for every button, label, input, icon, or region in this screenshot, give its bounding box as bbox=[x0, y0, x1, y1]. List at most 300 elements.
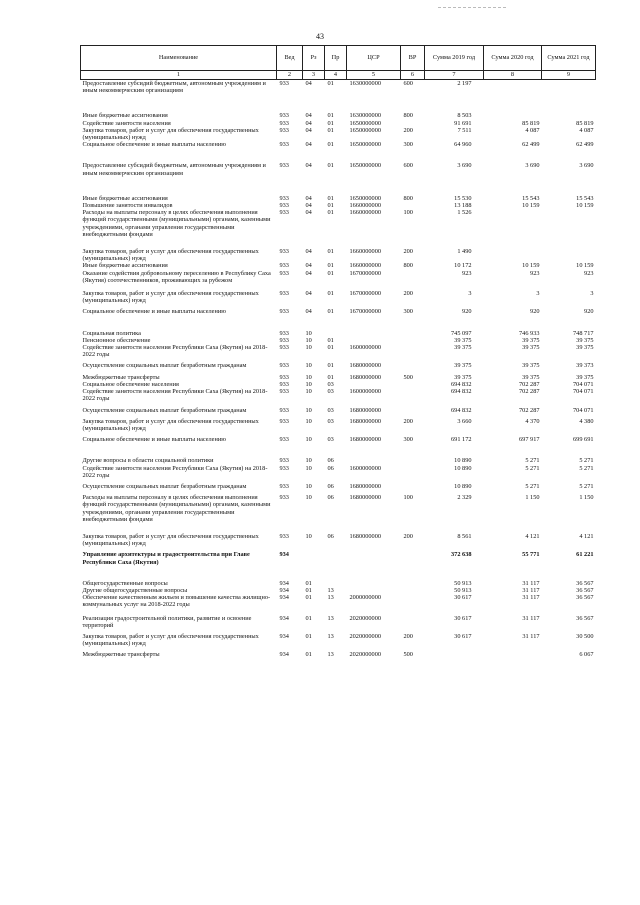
row-csr bbox=[347, 330, 401, 337]
table-row bbox=[81, 248, 596, 262]
row-pr bbox=[325, 330, 347, 337]
table-row bbox=[81, 141, 596, 148]
row-sum-2020: 3 bbox=[536, 290, 540, 298]
row-sum-2019: 10 890 bbox=[454, 457, 472, 465]
row-sum-2021: 61 221 bbox=[576, 551, 594, 559]
row-sum-2019: 1 526 bbox=[457, 209, 472, 217]
row-sum-2019: 91 691 bbox=[454, 119, 472, 127]
table-row bbox=[81, 162, 596, 176]
row-sum-2019: 2 197 bbox=[457, 80, 472, 87]
row-sum-2021: 10 159 bbox=[576, 202, 594, 210]
row-sum-2021: 1 150 bbox=[579, 494, 594, 502]
table-row bbox=[81, 344, 596, 358]
row-sum-2020: 31 117 bbox=[522, 586, 540, 594]
table-header bbox=[81, 46, 596, 80]
row-ved: 933 bbox=[279, 464, 289, 472]
row-ved: 933 bbox=[279, 494, 289, 502]
row-sum-2021: 5 271 bbox=[579, 464, 594, 472]
row-pr: 03 bbox=[327, 380, 334, 388]
row-rz: 10 bbox=[305, 532, 312, 540]
budget-table bbox=[80, 45, 596, 659]
table-row bbox=[81, 407, 596, 414]
row-sum-2020: 10 159 bbox=[522, 202, 540, 210]
col-number-4: 4 bbox=[325, 71, 347, 80]
row-name: Общегосударственные вопросы bbox=[82, 579, 168, 587]
row-sum-2019: 7 511 bbox=[457, 126, 472, 134]
row-ved: 933 bbox=[279, 329, 289, 337]
table-row bbox=[81, 262, 596, 269]
row-name: Оказание содействия добровольному переселению в Республику Саха (Якутия) соотечественников, проживающих за рубежом bbox=[82, 269, 271, 284]
row-sum-2021: 704 071 bbox=[573, 388, 594, 396]
row-ved: 933 bbox=[279, 202, 289, 210]
header-sum-2021: Сумма 2021 год bbox=[542, 46, 596, 71]
table-row bbox=[81, 202, 596, 209]
row-rz: 04 bbox=[305, 162, 312, 170]
row-spacer bbox=[81, 316, 596, 330]
row-pr: 01 bbox=[327, 248, 334, 256]
row-pr: 01 bbox=[327, 119, 334, 127]
row-sum-2019: 3 660 bbox=[457, 417, 472, 425]
row-csr bbox=[347, 587, 401, 594]
row-pr: 01 bbox=[327, 290, 334, 298]
row-vr bbox=[401, 202, 425, 209]
row-ved: 933 bbox=[279, 119, 289, 127]
row-pr: 06 bbox=[327, 464, 334, 472]
row-name: Расходы на выплаты персоналу в целях обеспечения выполнения функций государственными (муниципальными) органами, казенными учреждениями, органами управления государственными внебюджетными фондами bbox=[82, 494, 271, 523]
row-sum-2021: 3 690 bbox=[579, 162, 594, 170]
row-ved: 933 bbox=[279, 126, 289, 134]
row-vr bbox=[401, 337, 425, 344]
row-rz: 01 bbox=[305, 632, 312, 640]
row-csr: 1630000000 bbox=[349, 80, 381, 87]
row-vr: 200 bbox=[403, 290, 413, 298]
row-sum-2021: 39 375 bbox=[576, 344, 594, 352]
row-ved: 933 bbox=[279, 209, 289, 217]
row-csr bbox=[347, 551, 401, 565]
row-sum-2019: 15 530 bbox=[454, 194, 472, 202]
row-csr bbox=[347, 580, 401, 587]
row-pr: 01 bbox=[327, 141, 334, 149]
row-name: Социальное обеспечение и иные выплаты населению bbox=[82, 436, 226, 444]
row-sum-2020: 5 271 bbox=[525, 464, 540, 472]
row-rz: 10 bbox=[305, 406, 312, 414]
row-sum-2021: 30 500 bbox=[576, 632, 594, 640]
row-vr bbox=[401, 381, 425, 388]
table-body bbox=[81, 80, 596, 659]
row-pr: 01 bbox=[327, 362, 334, 370]
row-csr: 2020000000 bbox=[349, 614, 381, 622]
row-csr: 1650000000 bbox=[349, 194, 381, 202]
table-row bbox=[81, 112, 596, 119]
row-ved: 934 bbox=[279, 632, 289, 640]
row-csr: 1680000000 bbox=[349, 436, 381, 444]
row-pr: 01 bbox=[327, 344, 334, 352]
row-rz: 10 bbox=[305, 380, 312, 388]
row-sum-2021: 3 bbox=[590, 290, 594, 298]
row-csr: 1630000000 bbox=[349, 112, 381, 120]
row-rz: 01 bbox=[305, 594, 312, 602]
row-spacer bbox=[81, 177, 596, 195]
row-sum-2019: 8 561 bbox=[457, 532, 472, 540]
row-sum-2020: 5 271 bbox=[525, 482, 540, 490]
row-csr: 1680000000 bbox=[349, 373, 381, 381]
row-vr: 800 bbox=[403, 194, 413, 202]
row-vr bbox=[401, 615, 425, 629]
row-csr: 1650000000 bbox=[349, 162, 381, 170]
row-name: Повышение занятости инвалидов bbox=[82, 202, 173, 210]
row-sum-2021: 39 375 bbox=[576, 373, 594, 381]
row-sum-2019: 10 890 bbox=[454, 482, 472, 490]
header-pr: Пр bbox=[325, 46, 347, 71]
row-pr: 06 bbox=[327, 457, 334, 465]
row-ved: 934 bbox=[279, 614, 289, 622]
row-csr: 2020000000 bbox=[349, 651, 381, 659]
row-name: Закупка товаров, работ и услуг для обеспечения государственных (муниципальных) нужд bbox=[82, 126, 259, 142]
row-pr bbox=[325, 580, 347, 587]
row-ved: 933 bbox=[279, 388, 289, 396]
row-name: Пенсионное обеспечение bbox=[82, 336, 151, 344]
table-row bbox=[81, 580, 596, 587]
page-number: 43 bbox=[316, 32, 324, 41]
table-row bbox=[81, 551, 596, 565]
row-vr: 200 bbox=[403, 126, 413, 134]
table-row bbox=[81, 209, 596, 238]
row-rz: 01 bbox=[305, 579, 312, 587]
row-ved: 934 bbox=[279, 594, 289, 602]
row-name: Закупка товаров, работ и услуг для обеспечения государственных (муниципальных) нужд bbox=[82, 532, 259, 548]
row-name: Иные бюджетные ассигнования bbox=[82, 194, 168, 202]
row-sum-2021: 10 159 bbox=[576, 262, 594, 270]
row-ved: 933 bbox=[279, 80, 289, 87]
row-pr: 13 bbox=[327, 586, 334, 594]
row-pr: 01 bbox=[327, 262, 334, 270]
row-rz: 04 bbox=[305, 126, 312, 134]
row-sum-2020: 15 543 bbox=[522, 194, 540, 202]
row-sum-2019: 13 188 bbox=[454, 202, 472, 210]
row-pr: 03 bbox=[327, 388, 334, 396]
row-name: Иные бюджетные ассигнования bbox=[82, 262, 168, 270]
row-sum-2019: 64 960 bbox=[454, 141, 472, 149]
col-number-6: 6 bbox=[401, 71, 425, 80]
row-sum-2019: 10 890 bbox=[454, 464, 472, 472]
header-csr: ЦСР bbox=[347, 46, 401, 71]
row-vr bbox=[401, 362, 425, 369]
row-pr: 01 bbox=[327, 209, 334, 217]
row-name: Социальная политика bbox=[82, 329, 141, 337]
row-pr: 01 bbox=[327, 80, 334, 87]
row-vr bbox=[401, 330, 425, 337]
row-ved: 933 bbox=[279, 373, 289, 381]
row-csr: 2020000000 bbox=[349, 632, 381, 640]
row-ved: 933 bbox=[279, 269, 289, 277]
header-name: Наименование bbox=[81, 46, 277, 71]
row-name: Осуществление социальных выплат безработным гражданам bbox=[82, 362, 247, 370]
row-ved: 934 bbox=[279, 579, 289, 587]
row-csr: 1670000000 bbox=[349, 269, 381, 277]
row-name: Закупка товаров, работ и услуг для обеспечения государственных (муниципальных) нужд bbox=[82, 290, 259, 305]
row-csr: 1670000000 bbox=[349, 308, 381, 316]
row-vr: 600 bbox=[403, 162, 413, 170]
row-pr: 03 bbox=[327, 417, 334, 425]
row-name: Осуществление социальных выплат безработным гражданам bbox=[82, 482, 247, 490]
row-csr: 1680000000 bbox=[349, 532, 381, 540]
row-sum-2020: 39 375 bbox=[522, 336, 540, 344]
table-row bbox=[81, 195, 596, 202]
table-row bbox=[81, 615, 596, 629]
row-csr bbox=[347, 337, 401, 344]
row-sum-2019: 39 375 bbox=[454, 344, 472, 352]
row-csr: 1600000000 bbox=[349, 388, 381, 396]
row-pr: 01 bbox=[327, 373, 334, 381]
row-ved: 933 bbox=[279, 482, 289, 490]
row-ved: 933 bbox=[279, 417, 289, 425]
row-rz: 10 bbox=[305, 494, 312, 502]
row-ved: 934 bbox=[279, 586, 289, 594]
row-csr: 1660000000 bbox=[349, 248, 381, 256]
row-spacer bbox=[81, 238, 596, 248]
row-name: Закупка товаров, работ и услуг для обеспечения государственных (муниципальных) нужд bbox=[82, 417, 259, 432]
row-sum-2019: 30 617 bbox=[454, 632, 472, 640]
row-sum-2020 bbox=[484, 248, 542, 262]
row-csr: 1680000000 bbox=[349, 406, 381, 414]
header-sum-2020: Сумма 2020 год bbox=[484, 46, 542, 71]
row-name: Управление архитектуры и градостроительства при Главе Республики Саха (Якутия) bbox=[82, 551, 250, 566]
row-pr bbox=[325, 551, 347, 565]
row-sum-2020: 746 933 bbox=[519, 329, 540, 337]
row-csr bbox=[347, 381, 401, 388]
row-ved: 933 bbox=[279, 406, 289, 414]
row-pr: 03 bbox=[327, 436, 334, 444]
row-pr: 01 bbox=[327, 202, 334, 210]
row-pr: 13 bbox=[327, 614, 334, 622]
row-sum-2021: 36 567 bbox=[576, 614, 594, 622]
row-sum-2020: 39 375 bbox=[522, 344, 540, 352]
row-pr: 03 bbox=[327, 406, 334, 414]
row-sum-2020: 62 499 bbox=[522, 141, 540, 149]
row-sum-2020: 85 819 bbox=[522, 119, 540, 127]
row-pr: 13 bbox=[327, 594, 334, 602]
header-sum-2019: Сумма 2019 год bbox=[425, 46, 484, 71]
table-row bbox=[81, 465, 596, 479]
row-csr: 1650000000 bbox=[349, 119, 381, 127]
table-row bbox=[81, 362, 596, 369]
row-sum-2021: 15 543 bbox=[576, 194, 594, 202]
row-sum-2021 bbox=[542, 209, 596, 238]
row-sum-2021: 5 271 bbox=[579, 457, 594, 465]
table-row bbox=[81, 483, 596, 490]
row-sum-2019: 694 832 bbox=[451, 388, 472, 396]
row-name: Иные бюджетные ассигнования bbox=[82, 112, 168, 120]
row-sum-2019: 923 bbox=[462, 269, 472, 277]
row-ved: 933 bbox=[279, 194, 289, 202]
row-csr: 1600000000 bbox=[349, 344, 381, 352]
row-rz: 01 bbox=[305, 651, 312, 659]
row-sum-2020 bbox=[484, 651, 542, 658]
row-spacer bbox=[81, 148, 596, 162]
row-name: Расходы на выплаты персоналу в целях обеспечения выполнения функций государственными (муниципальными) органами, казенными учреждениями, органами управления государственными внебюджетными фондами bbox=[82, 209, 271, 238]
row-pr: 01 bbox=[327, 308, 334, 316]
row-pr: 06 bbox=[327, 494, 334, 502]
row-sum-2020: 31 117 bbox=[522, 594, 540, 602]
row-rz: 10 bbox=[305, 436, 312, 444]
table-row bbox=[81, 381, 596, 388]
row-ved: 933 bbox=[279, 532, 289, 540]
row-sum-2021: 39 373 bbox=[576, 362, 594, 370]
row-csr: 1680000000 bbox=[349, 362, 381, 370]
row-vr bbox=[401, 120, 425, 127]
row-ved: 933 bbox=[279, 162, 289, 170]
row-rz: 04 bbox=[305, 248, 312, 256]
row-name: Другие общегосударственные вопросы bbox=[82, 586, 188, 594]
row-rz: 04 bbox=[305, 141, 312, 149]
row-sum-2021: 748 717 bbox=[573, 329, 594, 337]
row-sum-2019: 39 375 bbox=[454, 336, 472, 344]
row-vr: 300 bbox=[403, 436, 413, 444]
row-rz: 10 bbox=[305, 417, 312, 425]
row-sum-2021: 36 567 bbox=[576, 594, 594, 602]
row-sum-2020: 702 287 bbox=[519, 406, 540, 414]
row-sum-2020 bbox=[484, 112, 542, 119]
row-csr: 1680000000 bbox=[349, 482, 381, 490]
row-vr bbox=[401, 407, 425, 414]
row-rz: 10 bbox=[305, 482, 312, 490]
row-vr: 200 bbox=[403, 632, 413, 640]
row-spacer bbox=[81, 566, 596, 580]
table-row bbox=[81, 270, 596, 284]
row-rz: 04 bbox=[305, 119, 312, 127]
row-csr: 1680000000 bbox=[349, 417, 381, 425]
header-ved: Вед bbox=[277, 46, 303, 71]
row-name: Социальное обеспечение населения bbox=[82, 380, 179, 388]
table-row bbox=[81, 290, 596, 304]
row-sum-2019: 694 832 bbox=[451, 406, 472, 414]
row-ved: 933 bbox=[279, 380, 289, 388]
row-sum-2019: 10 172 bbox=[454, 262, 472, 270]
table-row bbox=[81, 388, 596, 402]
row-rz: 10 bbox=[305, 388, 312, 396]
row-rz: 10 bbox=[305, 344, 312, 352]
row-sum-2019: 50 913 bbox=[454, 579, 472, 587]
row-rz: 04 bbox=[305, 209, 312, 217]
row-vr bbox=[401, 465, 425, 479]
row-rz: 04 bbox=[305, 262, 312, 270]
table-row bbox=[81, 80, 596, 95]
row-sum-2021: 36 567 bbox=[576, 579, 594, 587]
row-name: Социальное обеспечение и иные выплаты населению bbox=[82, 308, 226, 316]
row-vr: 200 bbox=[403, 248, 413, 256]
row-spacer bbox=[81, 94, 596, 112]
row-sum-2021 bbox=[542, 80, 596, 95]
row-ved: 933 bbox=[279, 457, 289, 465]
row-sum-2020: 10 159 bbox=[522, 262, 540, 270]
col-number-7: 7 bbox=[425, 71, 484, 80]
row-sum-2021: 6 067 bbox=[579, 651, 594, 659]
row-sum-2020: 920 bbox=[530, 308, 540, 316]
row-rz: 10 bbox=[305, 373, 312, 381]
row-csr: 2000000000 bbox=[349, 594, 381, 602]
row-sum-2019: 694 832 bbox=[451, 380, 472, 388]
row-pr: 01 bbox=[327, 162, 334, 170]
row-sum-2020 bbox=[484, 209, 542, 238]
row-pr: 01 bbox=[327, 112, 334, 120]
row-sum-2020: 1 150 bbox=[525, 494, 540, 502]
row-sum-2019: 1 490 bbox=[457, 248, 472, 256]
row-ved: 933 bbox=[279, 112, 289, 120]
row-sum-2021: 4 087 bbox=[579, 126, 594, 134]
row-rz: 04 bbox=[305, 80, 312, 87]
row-vr: 500 bbox=[403, 373, 413, 381]
row-name: Реализация градостроительной политики, развитие и освоение территорий bbox=[82, 614, 252, 629]
row-name: Предоставление субсидий бюджетным, автономным учреждениям и иным некоммерческим организациям bbox=[82, 162, 266, 177]
row-sum-2019: 50 913 bbox=[454, 586, 472, 594]
row-spacer bbox=[81, 523, 596, 533]
row-rz: 04 bbox=[305, 290, 312, 298]
row-ved: 933 bbox=[279, 344, 289, 352]
col-number-2: 2 bbox=[277, 71, 303, 80]
header-rz: Рз bbox=[303, 46, 325, 71]
row-rz: 04 bbox=[305, 308, 312, 316]
col-number-1: 1 bbox=[81, 71, 277, 80]
row-vr: 800 bbox=[403, 112, 413, 120]
row-rz: 01 bbox=[305, 614, 312, 622]
row-sum-2020: 702 287 bbox=[519, 380, 540, 388]
table-row bbox=[81, 457, 596, 464]
row-sum-2020: 55 771 bbox=[522, 551, 540, 559]
top-edge-mark bbox=[438, 7, 506, 8]
row-sum-2019: 745 097 bbox=[451, 329, 472, 337]
row-name: Обеспечение качественным жильем и повышение качества жилищно-коммунальных услуг на 2018-2022 годы bbox=[82, 594, 271, 609]
table-row bbox=[81, 330, 596, 337]
table-row bbox=[81, 127, 596, 141]
row-vr: 500 bbox=[403, 651, 413, 659]
row-sum-2020: 3 690 bbox=[525, 162, 540, 170]
row-name: Содействие занятости населения bbox=[82, 119, 171, 127]
row-ved: 933 bbox=[279, 336, 289, 344]
row-ved: 933 bbox=[279, 308, 289, 316]
row-csr: 1660000000 bbox=[349, 262, 381, 270]
row-ved: 933 bbox=[279, 141, 289, 149]
table-row bbox=[81, 533, 596, 547]
row-csr: 1660000000 bbox=[349, 209, 381, 217]
table-row bbox=[81, 418, 596, 432]
row-sum-2020 bbox=[484, 80, 542, 95]
row-sum-2021 bbox=[542, 248, 596, 262]
row-vr bbox=[401, 388, 425, 402]
row-sum-2021: 704 071 bbox=[573, 380, 594, 388]
table-row bbox=[81, 587, 596, 594]
row-sum-2019: 3 690 bbox=[457, 162, 472, 170]
row-sum-2020: 5 271 bbox=[525, 457, 540, 465]
row-ved: 933 bbox=[279, 290, 289, 298]
row-vr: 100 bbox=[403, 209, 413, 217]
row-rz: 10 bbox=[305, 362, 312, 370]
row-sum-2020: 31 117 bbox=[522, 579, 540, 587]
row-sum-2021: 4 380 bbox=[579, 417, 594, 425]
row-sum-2020: 702 287 bbox=[519, 388, 540, 396]
row-pr: 13 bbox=[327, 632, 334, 640]
row-csr bbox=[347, 457, 401, 464]
row-vr bbox=[401, 270, 425, 284]
row-csr: 1660000000 bbox=[349, 202, 381, 210]
row-csr: 1650000000 bbox=[349, 141, 381, 149]
row-sum-2020: 39 375 bbox=[522, 362, 540, 370]
row-sum-2020: 4 370 bbox=[525, 417, 540, 425]
row-name: Осуществление социальных выплат безработным гражданам bbox=[82, 406, 247, 414]
row-ved: 933 bbox=[279, 262, 289, 270]
row-name: Межбюджетные трансферты bbox=[82, 373, 160, 381]
row-sum-2019: 39 375 bbox=[454, 362, 472, 370]
row-pr: 13 bbox=[327, 651, 334, 659]
